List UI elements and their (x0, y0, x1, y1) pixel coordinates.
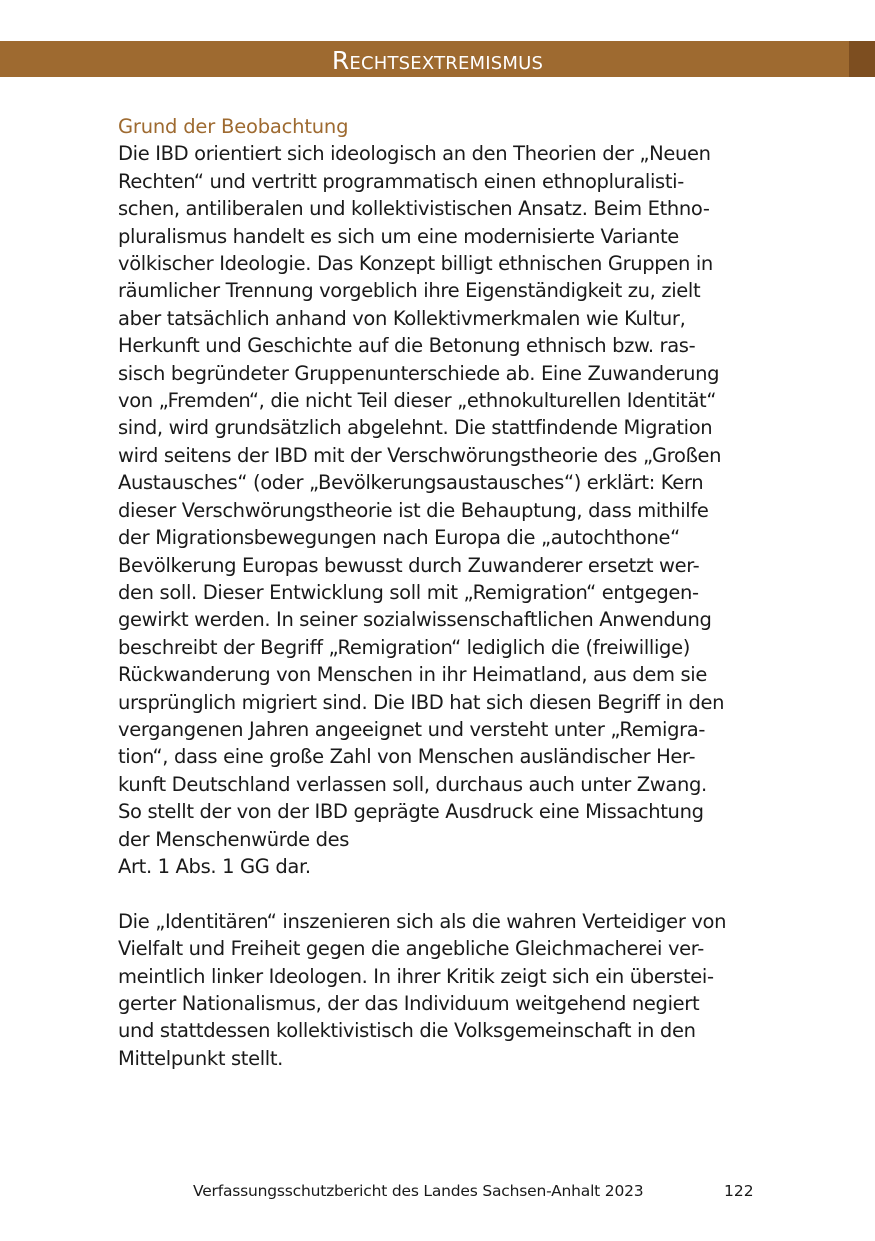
chapter-title: Rechtsextremismus (331, 46, 544, 75)
body-paragraph-2: Die „Identitären“ inszenieren sich als die wahren Verteidiger von Vielfalt und Freiheit gegen die angebliche Gleichmacherei ver- meintlich linker Ideologen. In ihrer Kritik zeigt sich ein überstei- gerter Nationalismus, der das Individuum weitgehend negiert und stattdessen kollektivistisch die Volksgemeinschaft in den Mittelpunkt stellt. (118, 909, 727, 1070)
footer-publication-title: Verfassungsschutzbericht des Landes Sachsen-Anhalt 2023 (193, 1182, 644, 1200)
page-content (118, 113, 778, 1072)
paragraph-spacer (118, 880, 778, 907)
chapter-header-band (0, 41, 875, 77)
section-heading: Grund der Beobachtung (118, 115, 349, 138)
body-paragraph-1: Die IBD orientiert sich ideologisch an den Theorien der „Neuen Rechten“ und vertritt programmatisch einen ethnopluralisti- schen, antiliberalen und kollektivistischen Ansatz. Beim Ethno- pluralismus handelt es sich um eine modernisierte Variante völkischer Ideologie. Das Konzept billigt ethnischen Gruppen in räumlicher Trennung vorgeblich ihre Eigenständigkeit zu, zielt aber tatsächlich anhand von Kollektivmerkmalen wie Kultur, Herkunft und Geschichte auf die Betonung ethnisch bzw. ras- sisch begründeter Gruppenunterschiede ab. Eine Zuwanderung von „Fremden“, die nicht Teil dieser „ethnokulturellen Identität“ sind, wird grundsätzlich abgelehnt. Die stattfindende Migration wird seitens der IBD mit der Verschwörungstheorie des „Großen Austausches“ (oder „Bevölkerungsaustausches“) erklärt: Kern dieser Verschwörungstheorie ist die Behauptung, dass mithilfe der Migrationsbewegungen nach Europa die „autochthone“ Bevölkerung Europas bewusst durch Zuwanderer ersetzt wer- den soll. Dieser Entwicklung soll mit „Remigration“ entgegen- gewirkt werden. In seiner sozialwissenschaftlichen Anwendung beschreibt der Begriff „Remigration“ lediglich die (freiwillige) Rückwanderung von Menschen in ihr Heimatland, aus dem sie ursprünglich migriert sind. Die IBD hat sich diesen Begriff in den vergangenen Jahren angeeignet und versteht unter „Remigra- tion“, dass eine große Zahl von Menschen ausländischer Her- kunft Deutschland verlassen soll, durchaus auch unter Zwang. So stellt der von der IBD geprägte Ausdruck eine Missachtung der Menschenwürde des Art. 1 Abs. 1 GG dar. (118, 142, 725, 878)
page-footer (0, 1182, 875, 1206)
page-number: 122 (724, 1182, 754, 1200)
